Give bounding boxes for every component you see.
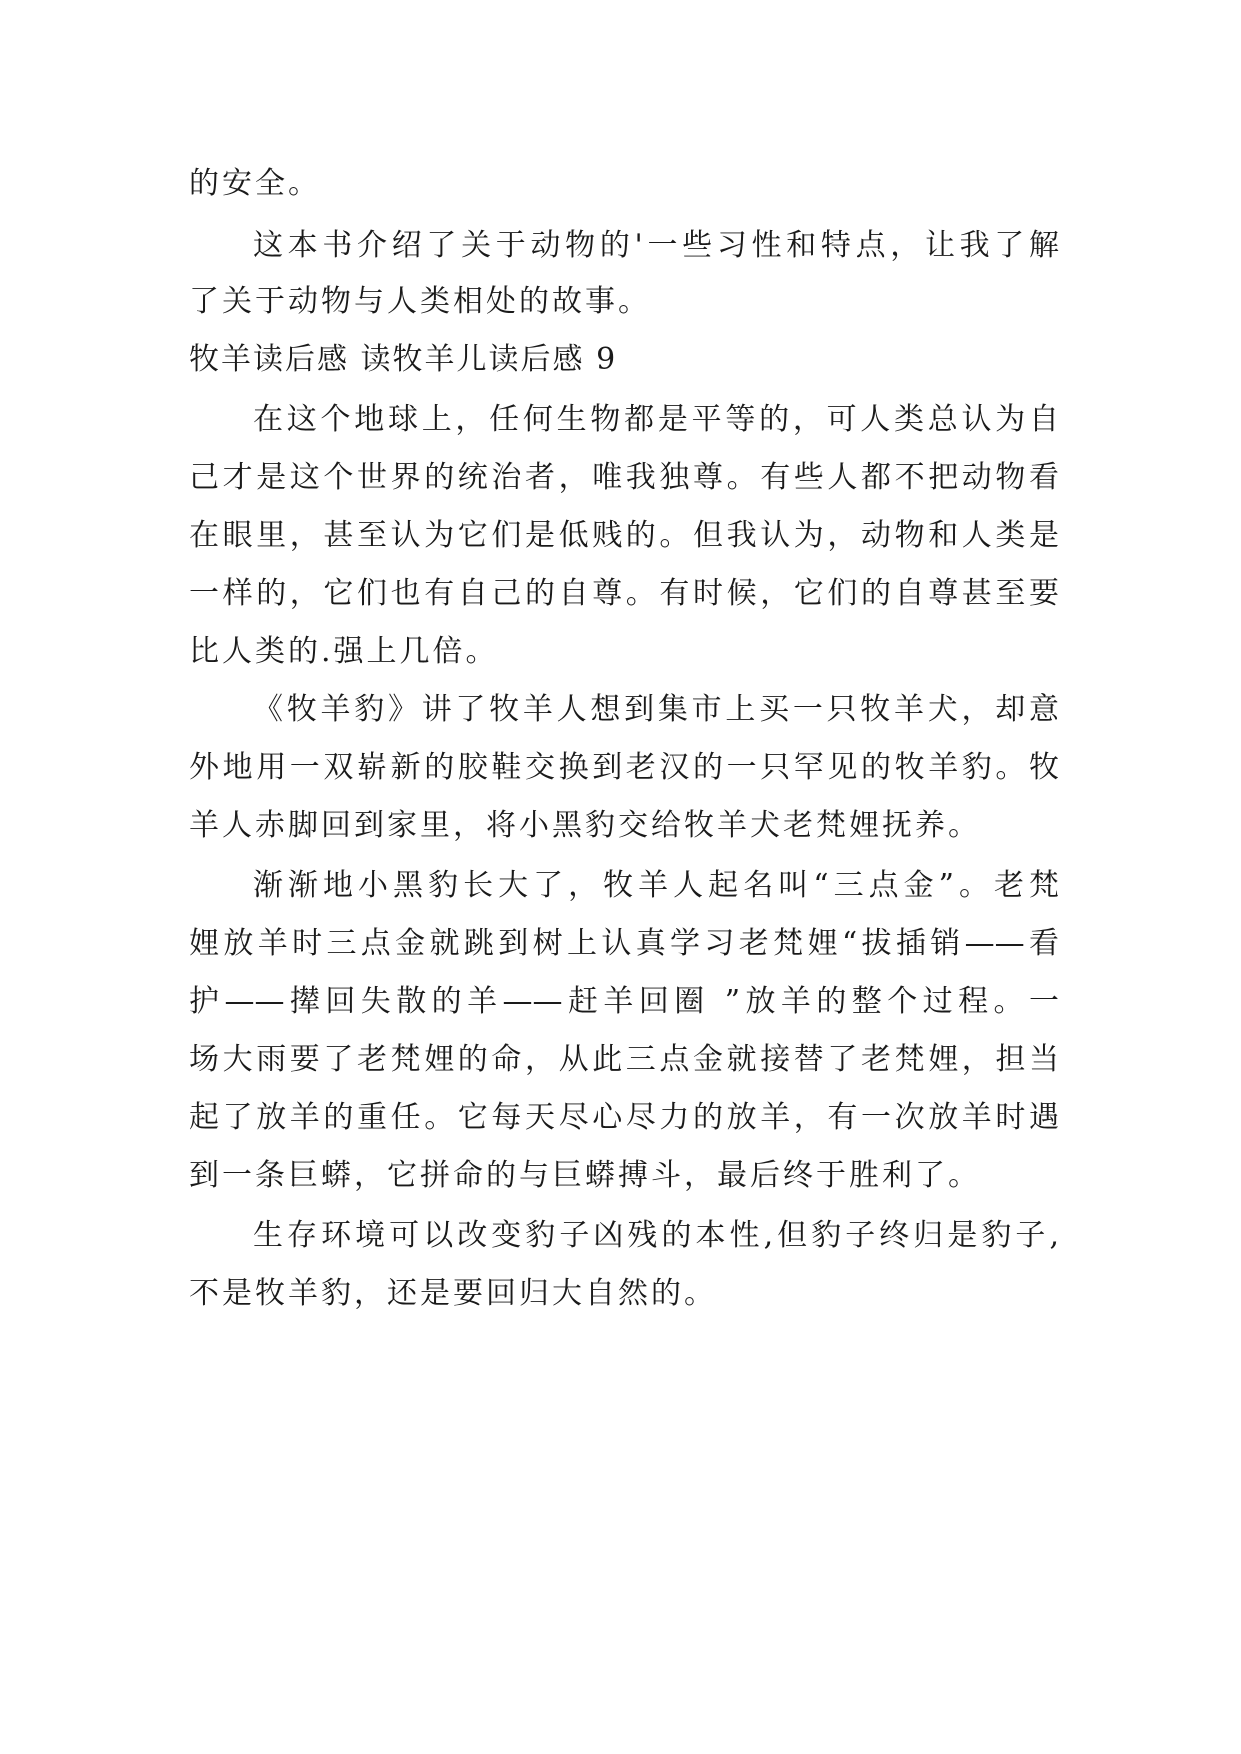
text-line: 生存环境可以改变豹子凶残的本性,但豹子终归是豹子, [253, 1218, 1059, 1253]
text-line: 在眼里，甚至认为它们是低贱的。但我认为，动物和人类是 [189, 518, 1059, 553]
text-line: 己才是这个世界的统治者，唯我独尊。有些人都不把动物看 [189, 460, 1059, 495]
text-line: 《牧羊豹》讲了牧羊人想到集市上买一只牧羊犬，却意 [253, 692, 1059, 727]
text-line: 外地用一双崭新的胶鞋交换到老汉的一只罕见的牧羊豹。牧 [189, 750, 1059, 785]
text-line: 起了放羊的重任。它每天尽心尽力的放羊，有一次放羊时遇 [189, 1100, 1059, 1135]
text-line: 的安全。 [189, 166, 321, 201]
text-line: 护——撵回失散的羊——赶羊回圈 ”放羊的整个过程。一 [189, 984, 1059, 1019]
section-heading: 牧羊读后感 读牧羊儿读后感 9 [189, 342, 618, 377]
text-line: 不是牧羊豹，还是要回归大自然的。 [189, 1276, 717, 1311]
text-line: 了关于动物与人类相处的故事。 [189, 284, 651, 319]
text-line: 这本书介绍了关于动物的'一些习性和特点，让我了解 [253, 228, 1059, 263]
text-line: 娌放羊时三点金就跳到树上认真学习老梵娌“拔插销——看 [189, 926, 1059, 961]
text-line: 一样的，它们也有自己的自尊。有时候，它们的自尊甚至要 [189, 576, 1059, 611]
text-line: 比人类的.强上几倍。 [189, 634, 499, 669]
text-line: 场大雨要了老梵娌的命，从此三点金就接替了老梵娌，担当 [189, 1042, 1059, 1077]
text-line: 到一条巨蟒，它拼命的与巨蟒搏斗，最后终于胜利了。 [189, 1158, 981, 1193]
text-line: 羊人赤脚回到家里，将小黑豹交给牧羊犬老梵娌抚养。 [189, 808, 981, 843]
text-line: 在这个地球上，任何生物都是平等的，可人类总认为自 [253, 402, 1059, 437]
text-line: 渐渐地小黑豹长大了，牧羊人起名叫“三点金”。老梵 [253, 868, 1059, 903]
